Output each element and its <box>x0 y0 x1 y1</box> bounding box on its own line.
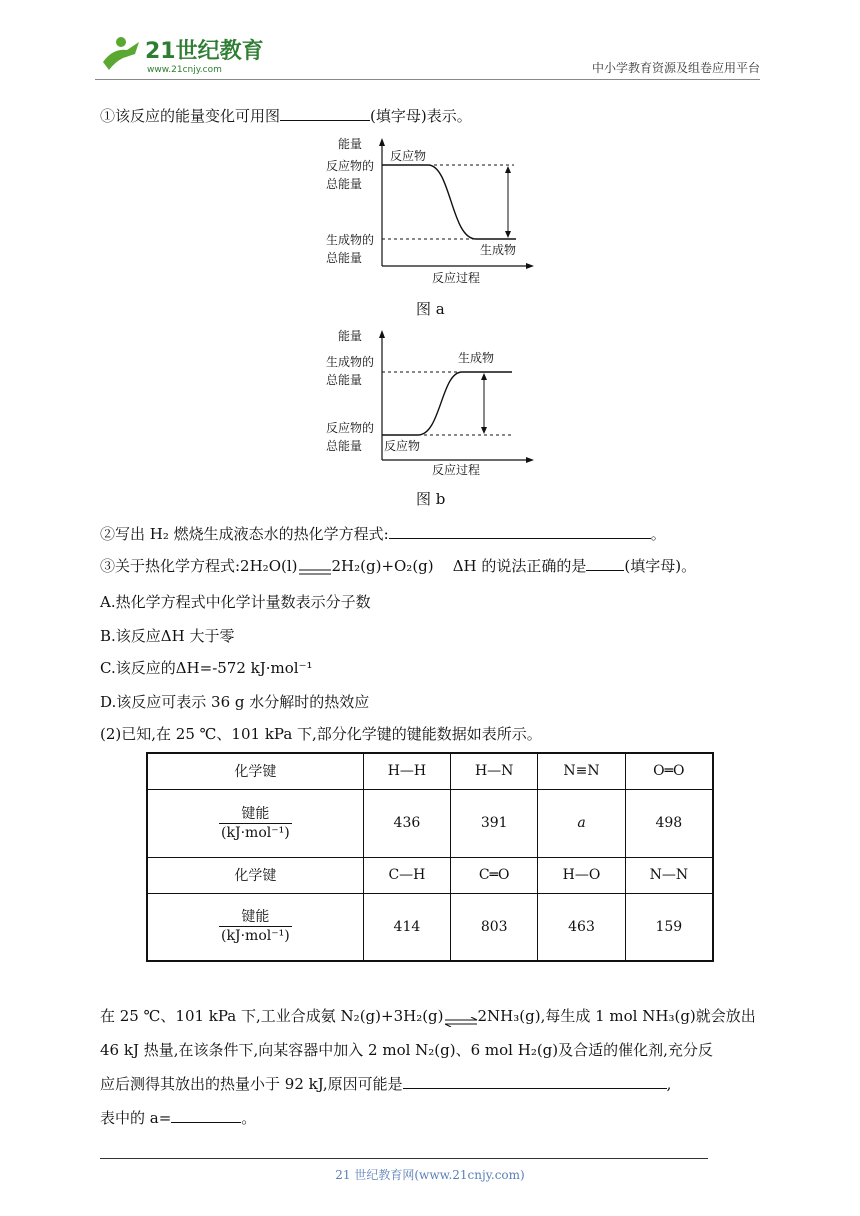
logo-url: www.21cnjy.com <box>147 65 222 75</box>
footer-divider <box>100 1158 708 1159</box>
equals-sign-icon <box>298 562 332 572</box>
level-label: 总能量 <box>326 373 363 387</box>
option-d: D.该反应可表示 36 g 水分解时的热效应 <box>100 693 370 711</box>
table-cell: C—H <box>363 857 450 893</box>
level-label: 生成物的 <box>326 233 375 247</box>
caption-b: 图 b <box>416 490 446 508</box>
table-cell: 498 <box>625 789 713 857</box>
option-b: B.该反应ΔH 大于零 <box>100 627 235 645</box>
question-3: ③关于热化学方程式:2H₂O(l) 2H₂(g)+O₂(g) ΔH 的说法正确的是 (填字母)。 <box>100 557 697 575</box>
table-cell: 414 <box>363 893 450 961</box>
table-cell: H—H <box>363 753 450 789</box>
table-cell: $\frac{\text{键能}}{\text{(kJ·mol⁻¹)}}$ <box>147 789 363 857</box>
paragraph-line-1: 在 25 ℃、101 kPa 下,工业合成氨 N₂(g)+3H₂(g) 2NH₃(g),每生成 1 mol NH₃(g)就会放出 <box>100 1007 756 1025</box>
table-cell: N≡N <box>538 753 625 789</box>
option-c: C.该反应的ΔH=-572 kJ·mol⁻¹ <box>100 659 313 677</box>
paragraph-line-2: 46 kJ 热量,在该条件下,向某容器中加入 2 mol N₂(g)、6 mol H₂(g)及合适的催化剂,充分反 <box>100 1041 713 1059</box>
logo-text: 21世纪教育 <box>145 39 264 64</box>
level-label: 生成物的 <box>326 355 375 369</box>
energy-diagram-b <box>316 326 546 478</box>
table-cell: a <box>538 789 625 857</box>
y-axis-label: 能量 <box>338 329 363 343</box>
table-row <box>147 857 713 893</box>
energy-diagram-a <box>316 134 546 294</box>
table-cell: 化学键 <box>147 753 363 789</box>
table-cell: N—N <box>625 857 713 893</box>
answer-blank[interactable] <box>171 1108 241 1123</box>
level-label: 反应物的 <box>326 159 375 173</box>
table-cell: $\frac{\text{键能}}{\text{(kJ·mol⁻¹)}}$ <box>147 893 363 961</box>
answer-blank[interactable] <box>280 106 370 121</box>
y-axis-label: 能量 <box>338 137 363 151</box>
x-axis-label: 反应过程 <box>432 271 481 285</box>
caption-a: 图 a <box>416 300 445 318</box>
reactant-label: 反应物 <box>384 439 421 453</box>
answer-blank[interactable] <box>389 524 651 539</box>
table-cell: H—N <box>451 753 538 789</box>
table-cell: 391 <box>451 789 538 857</box>
part-2-intro: (2)已知,在 25 ℃、101 kPa 下,部分化学键的键能数据如表所示。 <box>100 725 542 743</box>
x-axis-label: 反应过程 <box>432 463 481 477</box>
answer-blank[interactable] <box>586 556 624 571</box>
reactant-label: 反应物 <box>390 149 427 163</box>
table-cell: C═O <box>451 857 538 893</box>
table-cell: O═O <box>625 753 713 789</box>
site-logo <box>95 32 265 76</box>
question-2: ②写出 H₂ 燃烧生成液态水的热化学方程式: 。 <box>100 525 666 543</box>
header-divider <box>95 79 760 80</box>
paragraph-line-3: 应后测得其放出的热量小于 92 kJ,原因可能是 , <box>100 1075 672 1093</box>
table-cell: 436 <box>363 789 450 857</box>
level-label: 总能量 <box>326 251 363 265</box>
table-row <box>147 893 713 961</box>
table-row <box>147 753 713 789</box>
equilibrium-arrow-icon <box>444 1012 478 1022</box>
question-1: ①该反应的能量变化可用图 (填字母)表示。 <box>100 107 472 125</box>
level-label: 反应物的 <box>326 421 375 435</box>
table-cell: H—O <box>538 857 625 893</box>
level-label: 总能量 <box>326 177 363 191</box>
bond-energy-table <box>146 752 714 962</box>
table-cell: 803 <box>451 893 538 961</box>
footer-text: 21 世纪教育网(www.21cnjy.com) <box>335 1168 525 1182</box>
level-label: 总能量 <box>326 439 363 453</box>
table-cell: 159 <box>625 893 713 961</box>
header-tagline: 中小学教育资源及组卷应用平台 <box>591 61 760 75</box>
table-row <box>147 789 713 857</box>
product-label: 生成物 <box>458 351 495 365</box>
paragraph-line-4: 表中的 a= 。 <box>100 1109 257 1127</box>
product-label: 生成物 <box>480 243 517 257</box>
table-cell: 化学键 <box>147 857 363 893</box>
answer-blank[interactable] <box>403 1074 667 1089</box>
option-a: A.热化学方程式中化学计量数表示分子数 <box>100 593 371 611</box>
page-header <box>95 32 760 80</box>
table-cell: 463 <box>538 893 625 961</box>
